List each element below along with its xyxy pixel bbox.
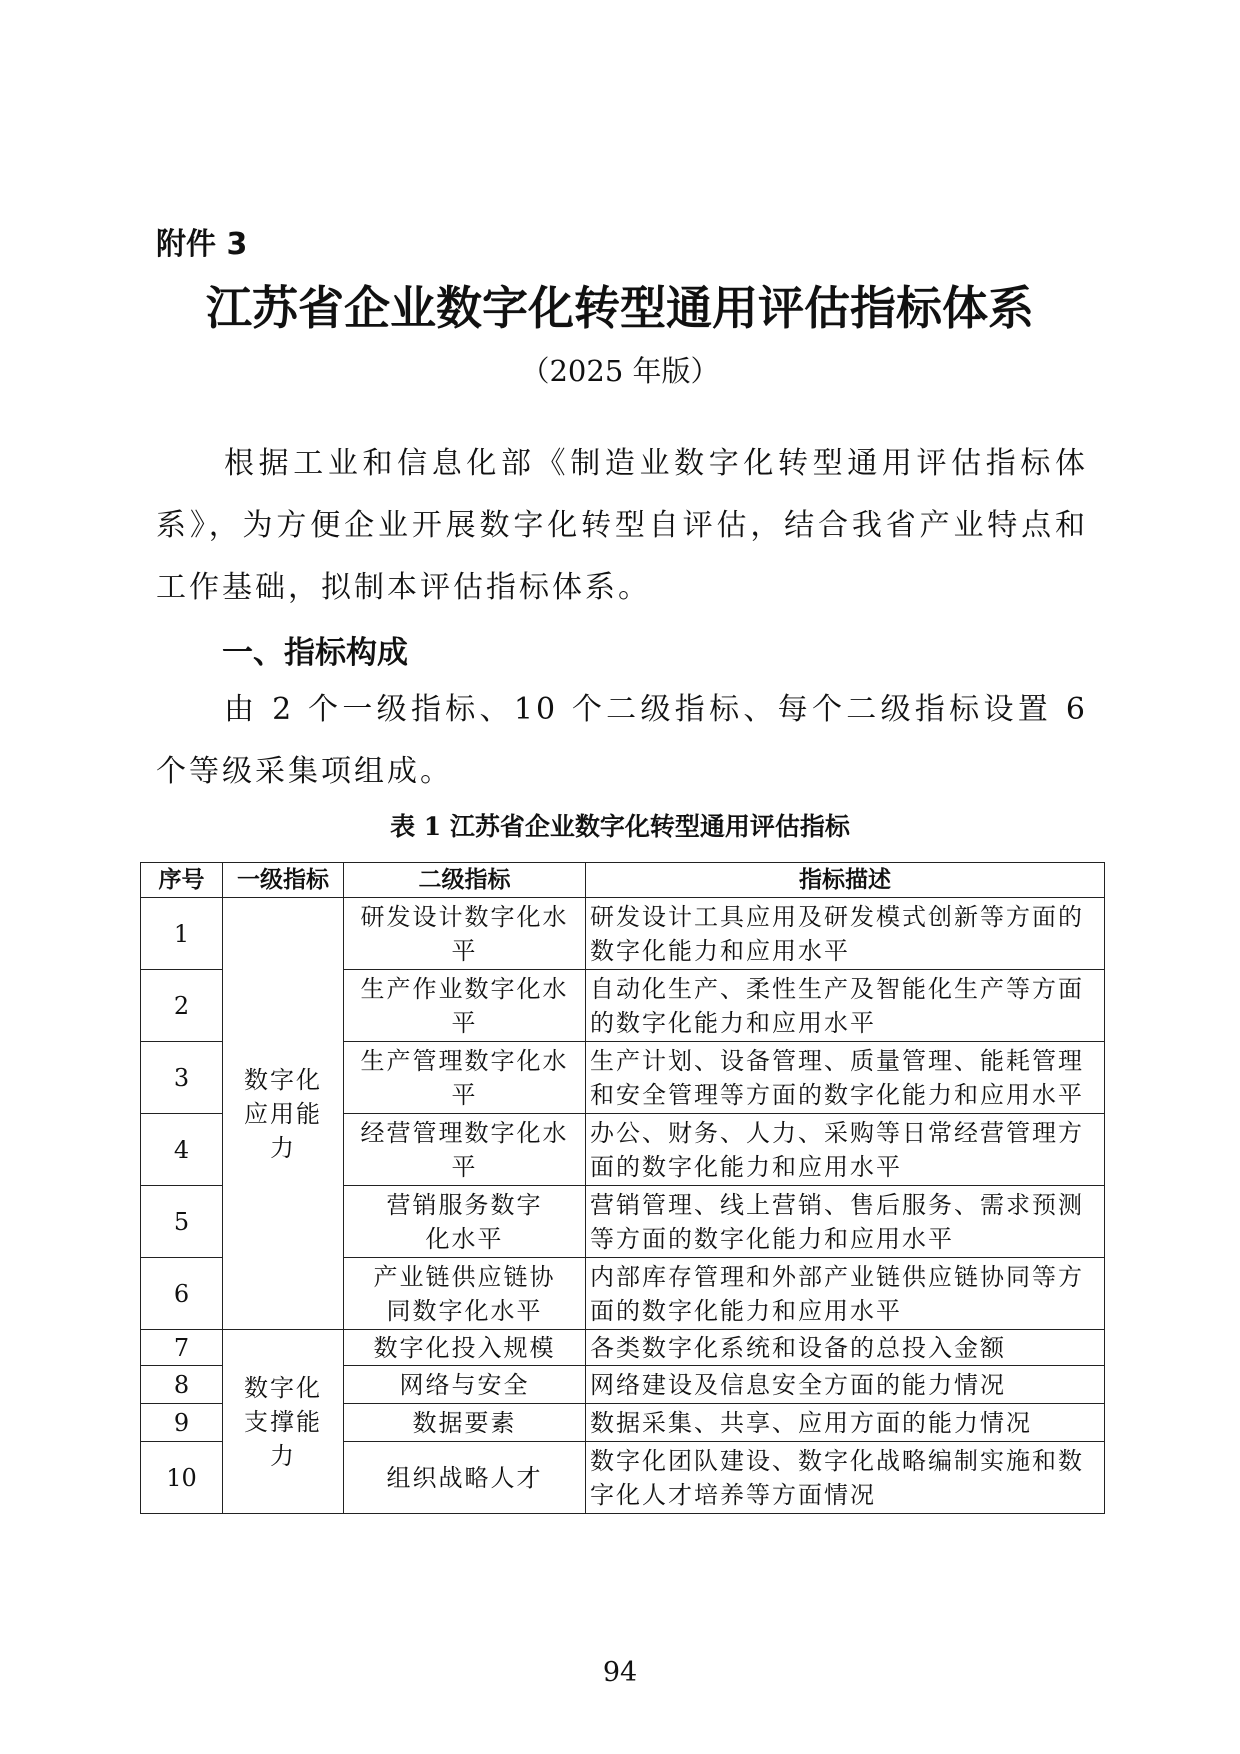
description-cell: 数据采集、共享、应用方面的能力情况 <box>586 1404 1105 1442</box>
header-level1: 一级指标 <box>223 863 344 898</box>
indicator-table <box>140 862 1105 1514</box>
level2-cell: 数据要素 <box>344 1404 586 1442</box>
description-cell: 数字化团队建设、数字化战略编制实施和数字化人才培养等方面情况 <box>586 1442 1105 1514</box>
level2-label: 产业链供应链协同数字化水平 <box>373 1262 556 1325</box>
row-number: 5 <box>141 1186 223 1258</box>
level1-label: 数字化支撑能力 <box>244 1373 322 1470</box>
description-cell: 生产计划、设备管理、质量管理、能耗管理和安全管理等方面的数字化能力和应用水平 <box>586 1042 1105 1114</box>
row-number: 7 <box>141 1330 223 1366</box>
level1-label: 数字化应用能力 <box>244 1065 322 1162</box>
row-number: 6 <box>141 1258 223 1330</box>
row-number: 9 <box>141 1404 223 1442</box>
description-cell: 各类数字化系统和设备的总投入金额 <box>586 1330 1105 1366</box>
row-number: 4 <box>141 1114 223 1186</box>
description-cell: 研发设计工具应用及研发模式创新等方面的数字化能力和应用水平 <box>586 898 1105 970</box>
level2-cell: 数字化投入规模 <box>344 1330 586 1366</box>
level2-label: 营销服务数字化水平 <box>386 1190 543 1253</box>
level2-cell: 网络与安全 <box>344 1366 586 1404</box>
section-heading: 一、指标构成 <box>222 635 408 671</box>
document-subtitle: （2025 年版） <box>520 354 720 388</box>
header-description: 指标描述 <box>586 863 1105 898</box>
row-number: 8 <box>141 1366 223 1404</box>
description-cell: 办公、财务、人力、采购等日常经营管理方面的数字化能力和应用水平 <box>586 1114 1105 1186</box>
description-cell: 内部库存管理和外部产业链供应链协同等方面的数字化能力和应用水平 <box>586 1258 1105 1330</box>
level2-cell <box>344 1186 586 1258</box>
attachment-label: 附件 3 <box>156 227 248 262</box>
level2-cell: 生产管理数字化水平 <box>344 1042 586 1114</box>
level2-cell: 经营管理数字化水平 <box>344 1114 586 1186</box>
level1-cell <box>223 1330 344 1514</box>
row-number: 2 <box>141 970 223 1042</box>
table-row <box>141 898 1105 970</box>
level2-cell <box>344 1258 586 1330</box>
description-cell: 营销管理、线上营销、售后服务、需求预测等方面的数字化能力和应用水平 <box>586 1186 1105 1258</box>
table-header-row <box>141 863 1105 898</box>
intro-paragraph: 根据工业和信息化部《制造业数字化转型通用评估指标体系》，为方便企业开展数字化转型自评估，结合我省产业特点和工作基础，拟制本评估指标体系。 <box>156 446 1088 605</box>
row-number: 10 <box>141 1442 223 1514</box>
header-level2: 二级指标 <box>344 863 586 898</box>
document-title: 江苏省企业数字化转型通用评估指标体系 <box>206 281 1034 335</box>
header-seq: 序号 <box>141 863 223 898</box>
page-number: 94 <box>602 1657 638 1688</box>
level2-cell: 研发设计数字化水平 <box>344 898 586 970</box>
level2-cell: 组织战略人才 <box>344 1442 586 1514</box>
row-number: 1 <box>141 898 223 970</box>
description-cell: 网络建设及信息安全方面的能力情况 <box>586 1366 1105 1404</box>
composition-paragraph: 由 2 个一级指标、10 个二级指标、每个二级指标设置 6 个等级采集项组成。 <box>156 692 1088 789</box>
table-row <box>141 1330 1105 1366</box>
description-cell: 自动化生产、柔性生产及智能化生产等方面的数字化能力和应用水平 <box>586 970 1105 1042</box>
table-caption: 表 1 江苏省企业数字化转型通用评估指标 <box>390 812 850 841</box>
level1-cell <box>223 898 344 1330</box>
level2-cell: 生产作业数字化水平 <box>344 970 586 1042</box>
row-number: 3 <box>141 1042 223 1114</box>
